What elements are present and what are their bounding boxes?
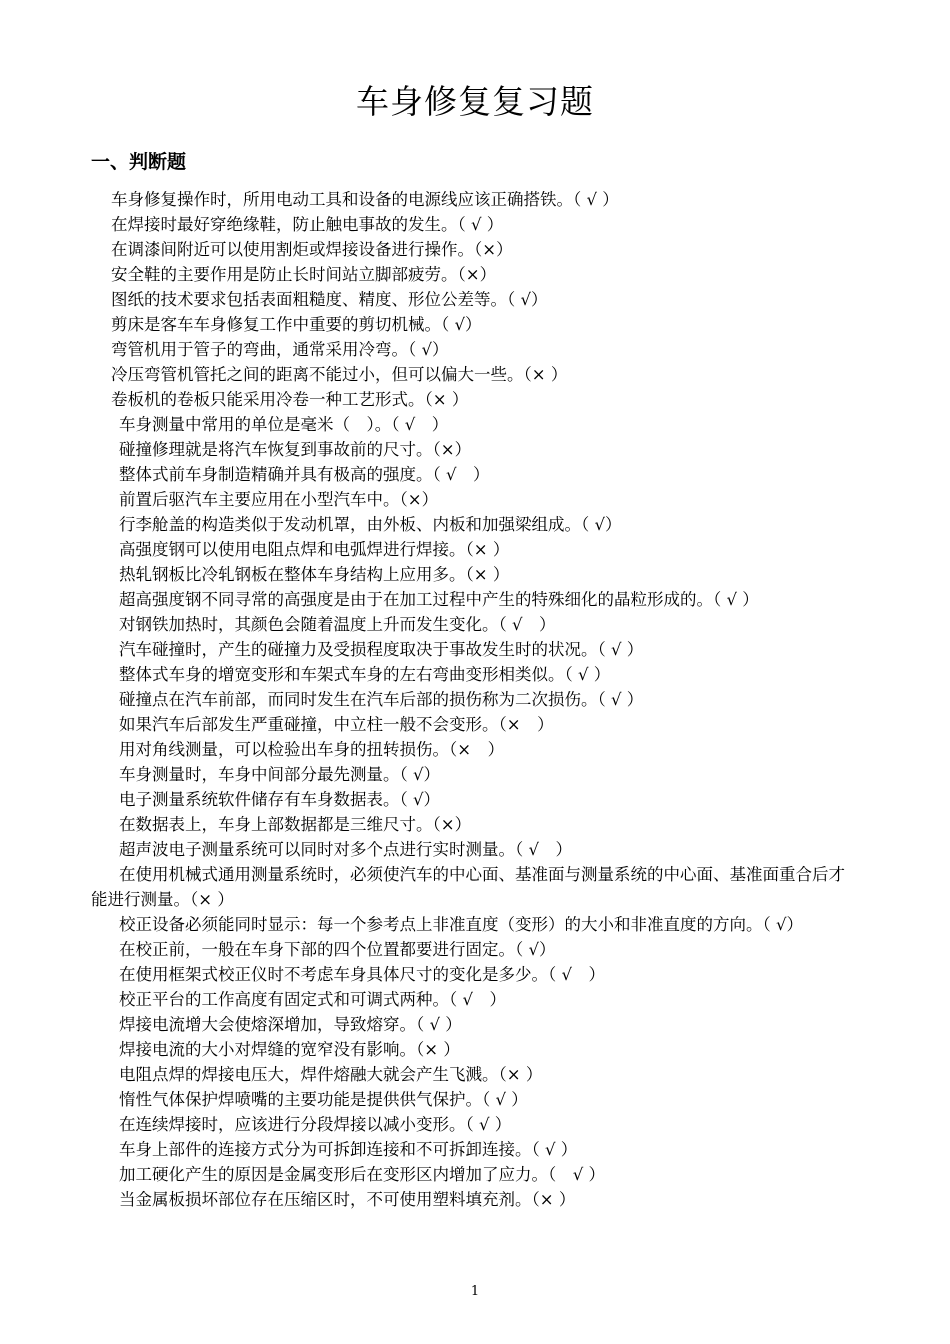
question-item: 前置后驱汽车主要应用在小型汽车中。（×） <box>119 490 439 509</box>
question-item: 如果汽车后部发生严重碰撞，中立柱一般不会变形。（× ） <box>119 715 554 734</box>
question-item: 在数据表上，车身上部数据都是三维尺寸。（×） <box>119 815 472 834</box>
question-item: 车身测量中常用的单位是毫米（ ）。（ √ ） <box>119 415 449 434</box>
question-item: 焊接电流增大会使熔深增加，导致熔穿。（ √ ） <box>119 1015 462 1034</box>
question-item: 碰撞修理就是将汽车恢复到事故前的尺寸。（×） <box>119 440 472 459</box>
question-item: 安全鞋的主要作用是防止长时间站立脚部疲劳。（×） <box>111 265 497 284</box>
question-item: 车身修复操作时，所用电动工具和设备的电源线应该正确搭铁。（ √ ） <box>111 190 619 209</box>
question-item: 卷板机的卷板只能采用冷卷一种工艺形式。（× ） <box>111 390 469 409</box>
question-item: 高强度钢可以使用电阻点焊和电弧焊进行焊接。（× ） <box>119 540 510 559</box>
question-item: 整体式车身的增宽变形和车架式车身的左右弯曲变形相类似。（ √ ） <box>119 665 611 684</box>
question-item: 车身测量时，车身中间部分最先测量。（ √） <box>119 765 441 784</box>
question-item: 超高强度钢不同寻常的高强度是由于在加工过程中产生的特殊细化的晶粒形成的。（ √ ） <box>119 590 759 609</box>
question-item: 汽车碰撞时，产生的碰撞力及受损程度取决于事故发生时的状况。（ √ ） <box>119 640 644 659</box>
question-item: 加工硬化产生的原因是金属变形后在变形区内增加了应力。（ √ ） <box>119 1165 606 1184</box>
question-item: 剪床是客车车身修复工作中重要的剪切机械。（ √） <box>111 315 482 334</box>
page-number: 1 <box>470 1284 480 1299</box>
question-item: 图纸的技术要求包括表面粗糙度、精度、形位公差等。（ √） <box>111 290 548 309</box>
question-item: 在校正前，一般在车身下部的四个位置都要进行固定。（ √） <box>119 940 556 959</box>
question-item: 在使用框架式校正仪时不考虑车身具体尺寸的变化是多少。（ √ ） <box>119 965 606 984</box>
question-item: 电子测量系统软件储存有车身数据表。（ √） <box>119 790 441 809</box>
question-item: 整体式前车身制造精确并具有极高的强度。（ √ ） <box>119 465 490 484</box>
question-item: 碰撞点在汽车前部，而同时发生在汽车后部的损伤称为二次损伤。（ √ ） <box>119 690 644 709</box>
page-title: 车身修复复习题 <box>356 82 594 121</box>
question-item: 在焊接时最好穿绝缘鞋，防止触电事故的发生。（ √ ） <box>111 215 504 234</box>
question-list <box>91 187 861 1212</box>
question-item: 行李舱盖的构造类似于发动机罩，由外板、内板和加强梁组成。（ √） <box>119 515 622 534</box>
section-heading: 一、判断题 <box>91 151 187 173</box>
question-item: 弯管机用于管子的弯曲，通常采用冷弯。（ √） <box>111 340 449 359</box>
question-item: 校正平台的工作高度有固定式和可调式两种。（ √ ） <box>119 990 507 1009</box>
question-item: 用对角线测量，可以检验出车身的扭转损伤。（× ） <box>119 740 505 759</box>
question-item: 对钢铁加热时，其颜色会随着温度上升而发生变化。（ √ ） <box>119 615 556 634</box>
question-item: 超声波电子测量系统可以同时对多个点进行实时测量。（ √ ） <box>119 840 573 859</box>
question-item: 车身上部件的连接方式分为可拆卸连接和不可拆卸连接。（ √ ） <box>119 1140 578 1159</box>
question-item: 电阻点焊的焊接电压大，焊件熔融大就会产生飞溅。（× ） <box>119 1065 543 1084</box>
question-item: 当金属板损坏部位存在压缩区时，不可使用塑料填充剂。（× ） <box>119 1190 576 1209</box>
question-item: 在调漆间附近可以使用割炬或焊接设备进行操作。（×） <box>111 240 513 259</box>
question-item: 热轧钢板比冷轧钢板在整体车身结构上应用多。（× ） <box>119 565 510 584</box>
question-item: 冷压弯管机管托之间的距离不能过小，但可以偏大一些。（× ） <box>111 365 568 384</box>
question-item: 惰性气体保护焊喷嘴的主要功能是提供供气保护。（ √ ） <box>119 1090 528 1109</box>
question-item: 校正设备必须能同时显示：每一个参考点上非准直度（变形）的大小和非准直度的方向。（ √） <box>119 915 804 934</box>
question-item: 在使用机械式通用测量系统时，必须使汽车的中心面、基准面与测量系统的中心面、基准面重合后才能进行测量。（× ） <box>91 865 845 909</box>
question-item: 在连续焊接时，应该进行分段焊接以减小变形。（ √ ） <box>119 1115 512 1134</box>
question-item: 焊接电流的大小对焊缝的宽窄没有影响。（× ） <box>119 1040 460 1059</box>
